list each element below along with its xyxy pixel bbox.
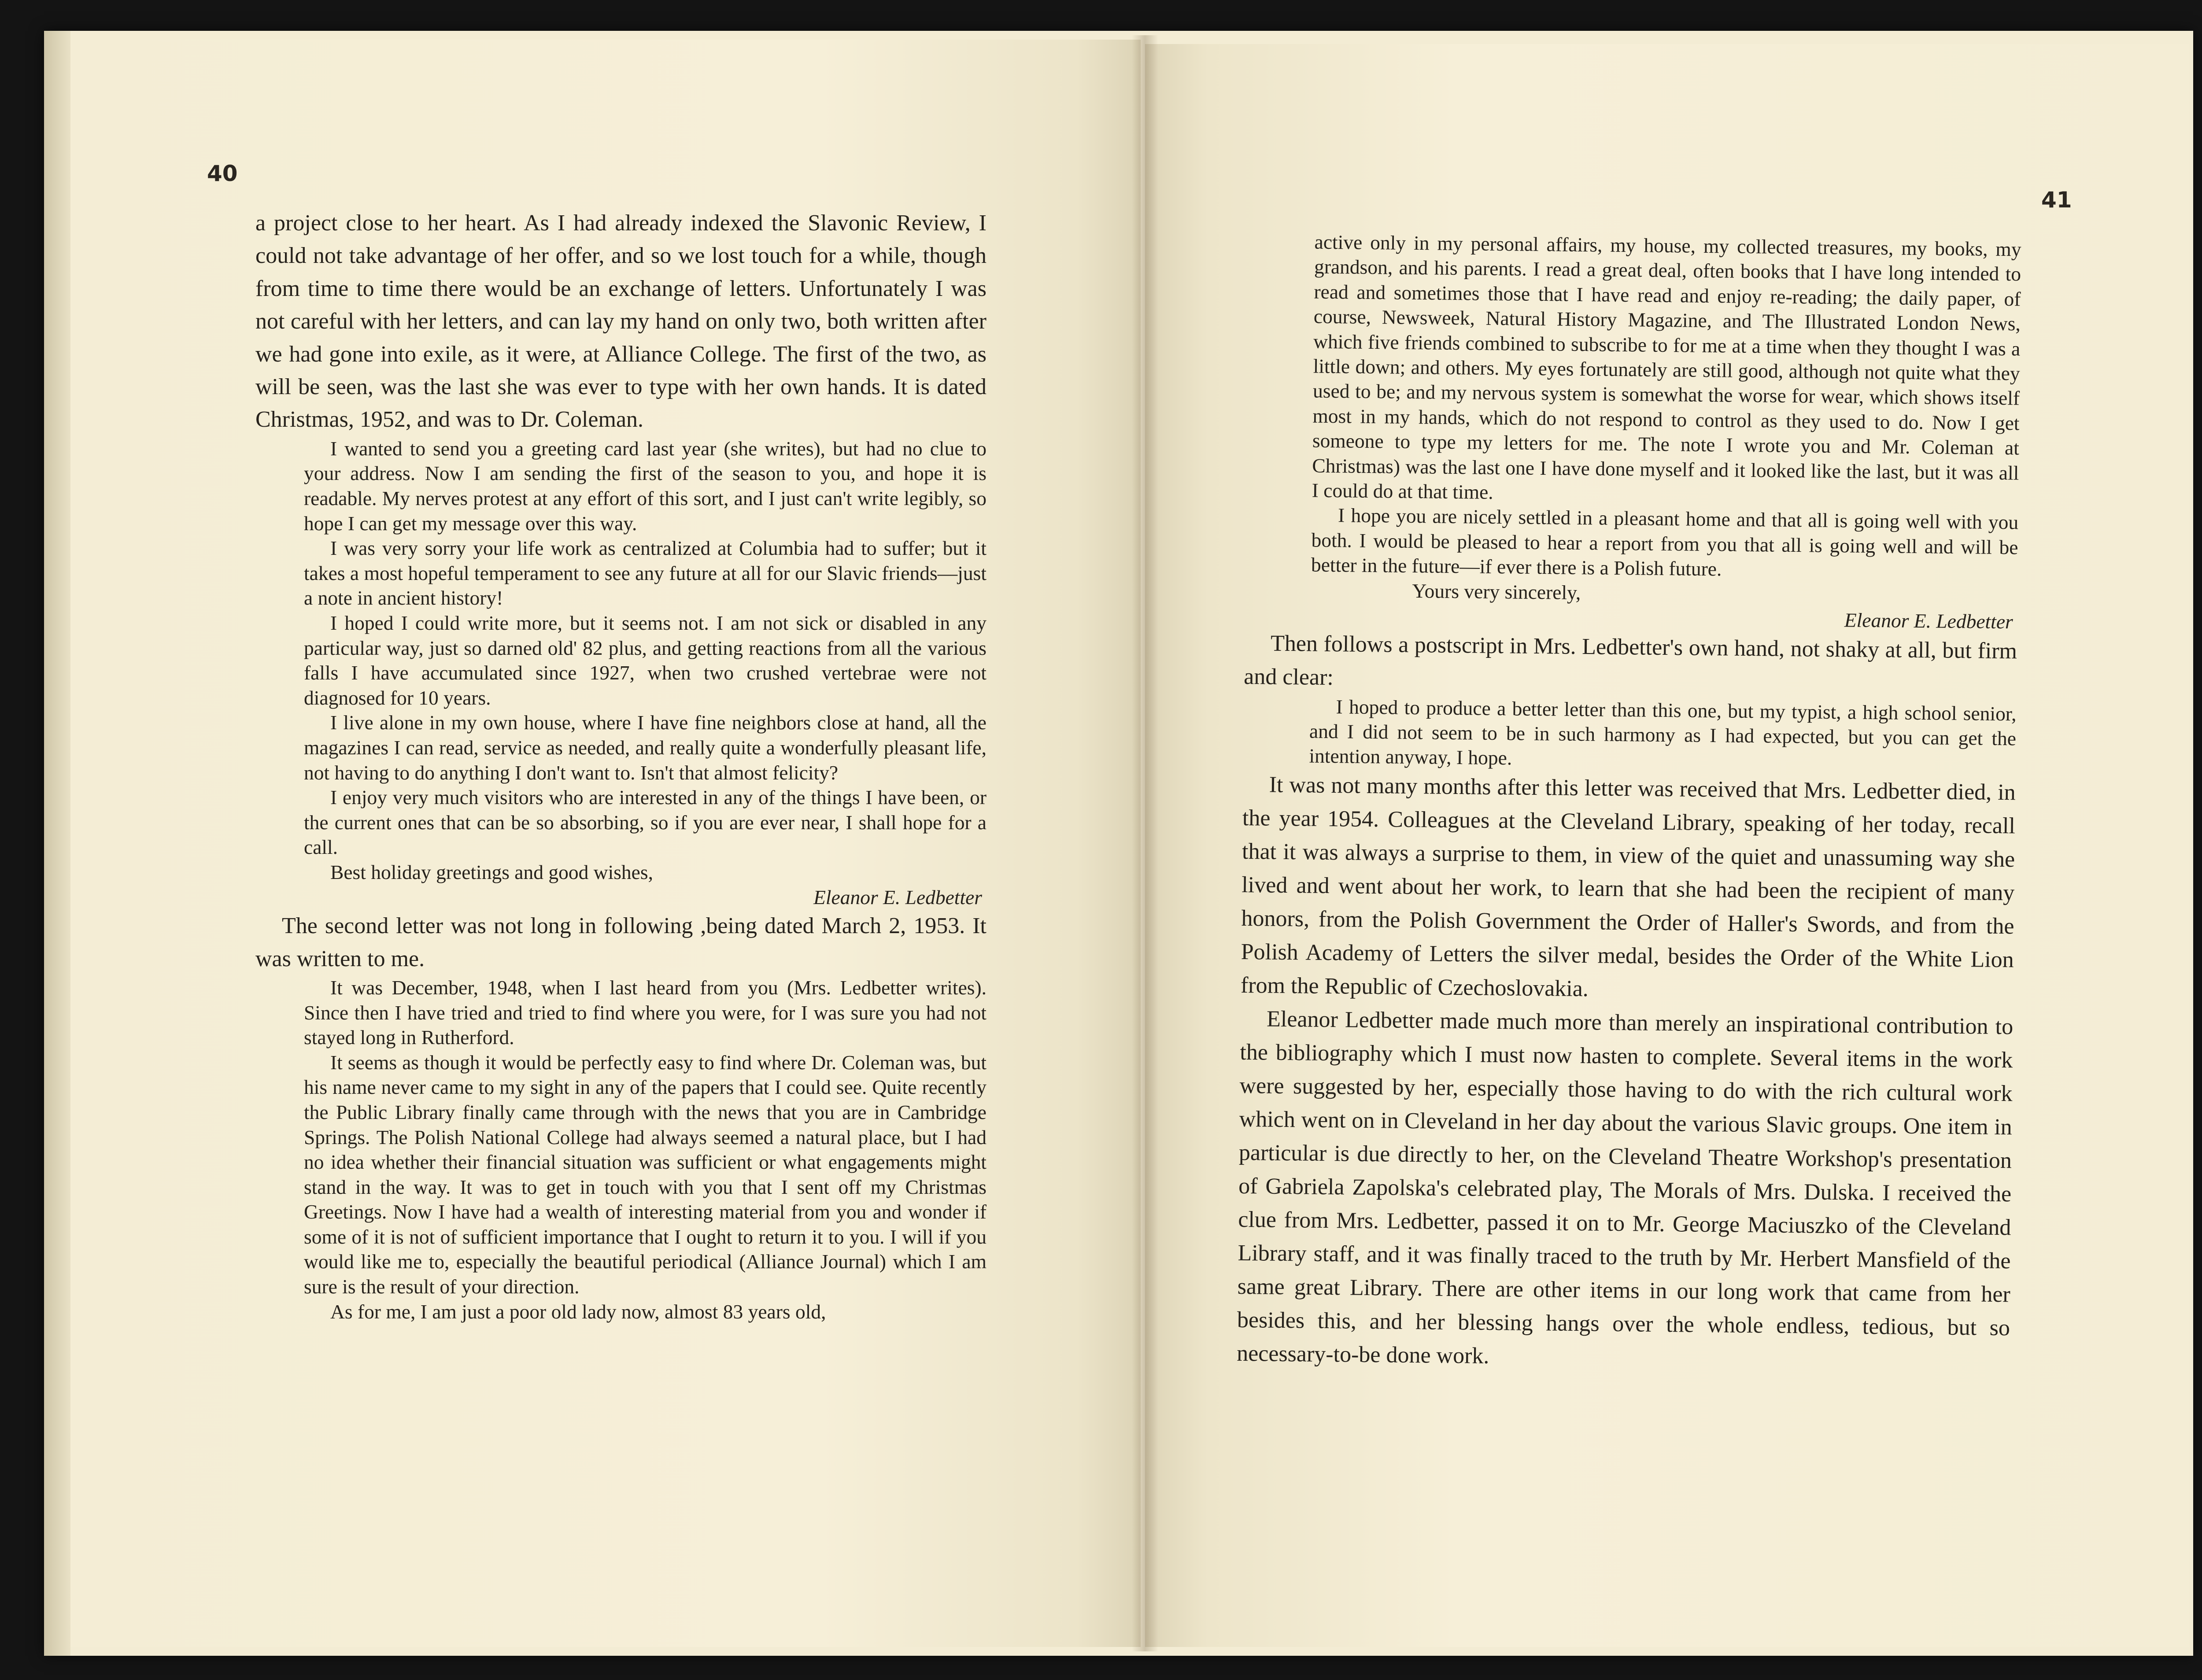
postscript — [1243, 693, 2017, 776]
right-page-text — [1237, 229, 2021, 1378]
letter-2-continued — [1245, 229, 2021, 635]
letter-2-cont-para-1: active only in my personal affairs, my house, my collected treasures, my books, my grandson, and his parents. I read a great deal, often books that I have long intended to read and sometimes those that I have read and enjoy re-reading; the daily paper, of course, Newsweek, Natural History Magazine, and The Illustrated London News, which five friends combined to subscribe to for me at a time when they thought I was a little down; and others. My eyes fortunately are still good, although not quite what they used to be; and my nervous system is somewhat the worse for wear, which shows itself most in my hands, which do not respond to control as they used to do. Now I get someone to type my letters for me. The note I wrote you and Mr. Coleman at Christmas) was the last one I have done myself and it looked like the last, but it was all I could do at that time. — [1312, 230, 2021, 503]
letter-1-para-5: I enjoy very much visitors who are interested in any of the things I have been, or the current ones that can be so absorbing, so if you are ever near, I shall hope for a call. — [304, 786, 986, 859]
letter-1-para-3: I hoped I could write more, but it seems not. I am not sick or disabled in any particular way, just so darned old' 82 plus, and getting reactions from all the various falls I have accumulated since 1927, when two crushed vertebrae were not diagnosed for 10 years. — [304, 612, 986, 709]
postscript-intro: Then follows a postscript in Mrs. Ledbetter's own hand, not shaky at all, but firm and clear: — [1244, 631, 2017, 690]
intro-paragraph: a project close to her heart. As I had already indexed the Slavonic Review, I could not take advantage of her offer, and so we lost touch for a while, though from time to time there would be an exchange of letters. Unfortunately I was not careful with her letters, and can lay my hand on only two, both written after we had gone into exile, as it were, at Alliance College. The first of the two, as will be seen, was the last she was ever to type with her own hands. It is dated Christmas, 1952, and was to Dr. Coleman. — [255, 210, 986, 432]
middle-paragraph: The second letter was not long in following ,being dated March 2, 1953. It was written to me. — [255, 913, 986, 971]
page-number-right: 41 — [2041, 187, 2072, 213]
letter-2-para-3: As for me, I am just a poor old lady now, almost 83 years old, — [330, 1300, 826, 1323]
page-number-left: 40 — [207, 161, 238, 186]
letter-2-cont-para-2: I hope you are nicely settled in a pleasant home and that all is going well with you both. I would be pleased to hear a report from you that all is going well and will be better in the future—if ever there is a Polish future. — [1311, 504, 2019, 580]
letter-1-closing: Best holiday greetings and good wishes, — [330, 860, 653, 883]
page-edge — [44, 31, 70, 1656]
letter-1-signature: Eleanor E. Ledbetter — [813, 886, 982, 908]
book-gutter — [1132, 35, 1158, 1651]
letter-1-para-4: I live alone in my own house, where I have fine neighbors close at hand, all the magazines I can read, service as needed, and really quite a wonderfully pleasant life, not having to do anything I don't want to. Isn't that almost felicity? — [304, 711, 986, 784]
left-page-text — [255, 207, 986, 1324]
letter-2-signature: Eleanor E. Ledbetter — [1844, 609, 2014, 633]
postscript-text: I hoped to produce a better letter than this one, but my typist, a high school senior, and I did not seem to be in such harmony as I had expected, but you can get the intention anyway, I hope. — [1309, 695, 2017, 769]
letter-1-para-1: I wanted to send you a greeting card last year (she writes), but had no clue to your address. Now I am sending the first of the season to you, and hope it is readable. My nerves protest at any effort of this sort, and I just can't write legibly, so hope I can get my message over this way. — [304, 437, 986, 535]
letter-2-para-2: It seems as though it would be perfectly easy to find where Dr. Coleman was, but his name never came to my sight in any of the papers that I could see. Quite recently the Public Library finally came through with the news that you are in Cambridge Springs. The Polish National College had always seemed a natural place, but I had no idea whether their financial situation was sufficient or what engagements might stand in the way. It was to get in touch with you that I sent off my Christmas Greetings. Now I have had a wealth of interesting material from you and wonder if some of it is not of sufficient importance that I ought to return it to you. I will if you would like me to, especially the beautiful periodical (Alliance Journal) which I am sure is the result of your direction. — [304, 1051, 986, 1298]
closing-paragraph-1: It was not many months after this letter was received that Mrs. Ledbetter died, in the year 1954. Colleagues at the Cleveland Library, speaking of her today, recall that it was always a surprise to them, in view of the quiet and unassuming way she lived and went about her work, to learn that she had been the recipient of many honors, from the Polish Government the Order of Haller's Swords, and from the Polish Academy of Letters the silver medal, besides the Order of the White Lion from the Republic of Czechoslovakia. — [1240, 772, 2016, 1001]
letter-2-para-1: It was December, 1948, when I last heard from you (Mrs. Ledbetter writes). Since then I have tried and tried to find where you were, for I was sure you had not stayed long in Rutherford. — [304, 976, 986, 1049]
letter-2-closing: Yours very sincerely, — [1412, 579, 1581, 604]
closing-paragraph-2: Eleanor Ledbetter made much more than merely an inspirational contribution to the bibliography which I must now hasten to complete. Several items in the work were suggested by her, especially those having to do with the rich cultural work which went on in Cleveland in her day about the various Slavic groups. One item in particular is due directly to her, on the Cleveland Theatre Workshop's presentation of Gabriela Zapolska's celebrated play, The Morals of Mrs. Dulska. I received the clue from Mrs. Ledbetter, passed it on to Mr. George Maciuszko of the Cleveland Library staff, and it was finally traced to the truth by Mr. Herbert Mansfield of the same great Library. There are other items in our long work that came from her besides this, and her blessing hangs over the whole endless, tedious, but so necessary-to-be done work. — [1236, 1006, 2014, 1369]
letter-2 — [255, 975, 986, 1324]
letter-1-para-2: I was very sorry your life work as centralized at Columbia had to suffer; but it takes a most hopeful temperament to see any future at all for our Slavic friends—just a note in ancient history! — [304, 537, 986, 609]
letter-1 — [255, 436, 986, 910]
